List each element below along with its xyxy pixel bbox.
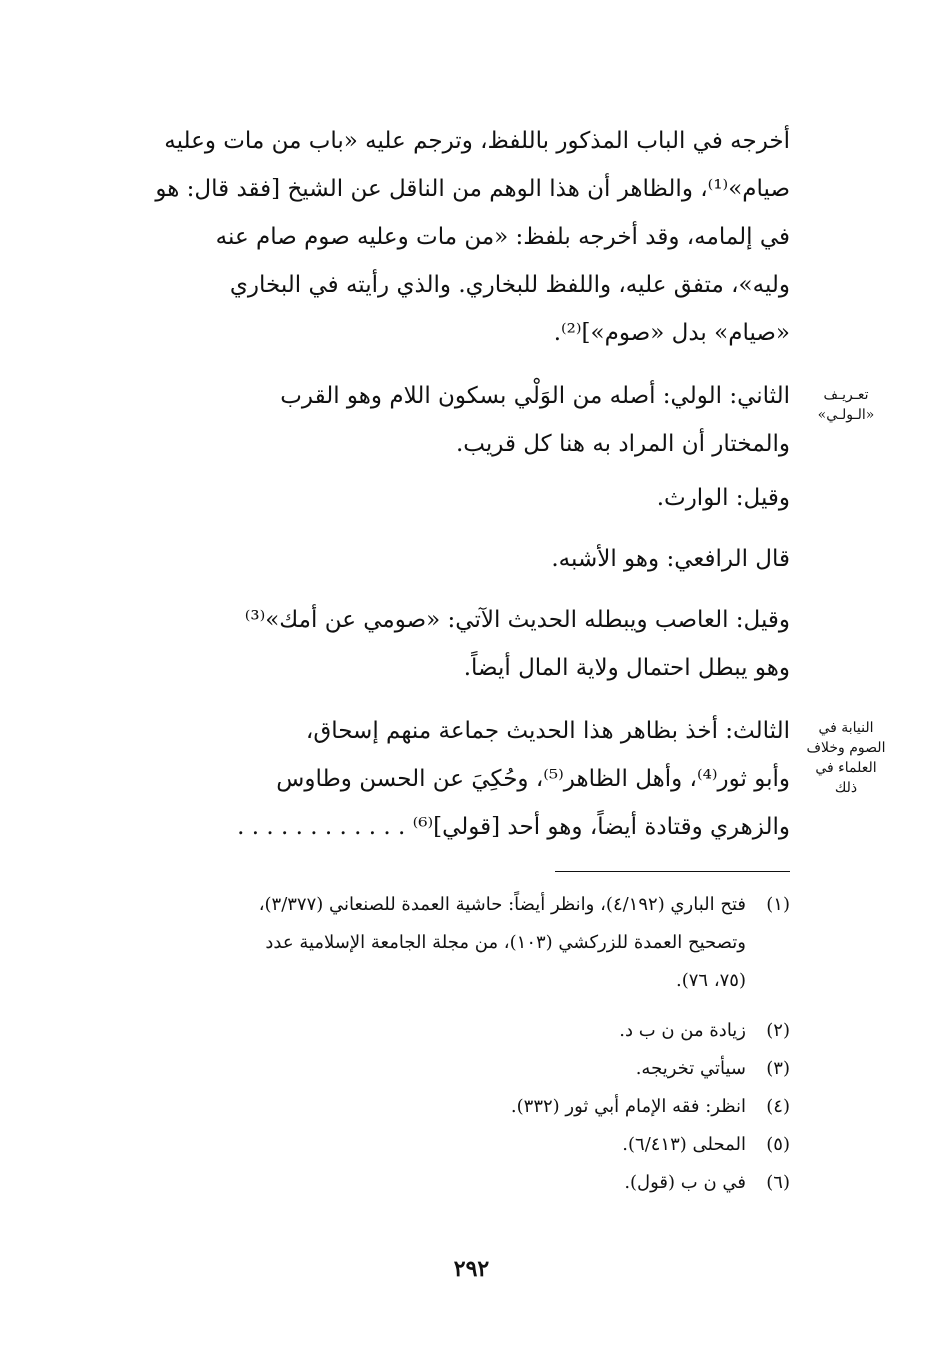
paragraph-2 xyxy=(115,372,790,468)
footnote-2 xyxy=(115,1012,790,1050)
margin-note-line: «الـولـي» xyxy=(817,407,875,423)
margin-note-line: العلماء في xyxy=(815,760,877,776)
footnote-number: (٥) xyxy=(766,1134,790,1155)
footnote-text: (٧٥، ٧٦). xyxy=(676,970,746,991)
margin-note-line: ذلك xyxy=(834,780,858,796)
margin-note-line: النيابة في xyxy=(818,720,874,736)
continuation-dots: . . . . . . . . . . . . xyxy=(237,814,406,840)
text-line: الثاني: الولي: أصله من الوَلْي بسكون اللام وهو القرب xyxy=(280,383,790,409)
footnote-1 xyxy=(115,886,790,924)
text-line: صيام»⁽¹⁾، والظاهر أن هذا الوهم من الناقل عن الشيخ [فقد قال: هو xyxy=(155,176,790,202)
footnote-number: (٢) xyxy=(766,1020,790,1041)
footnote-text: فتح الباري (٤/١٩٢)، وانظر أيضاً: حاشية العمدة للصنعاني (٣/٣٧٧)، xyxy=(258,894,746,915)
paragraph-4 xyxy=(115,535,790,583)
text-line: وليه»، متفق عليه، واللفظ للبخاري. والذي رأيته في البخاري xyxy=(229,272,790,298)
footnote-text: انظر: فقه الإمام أبي ثور (٣٣٢). xyxy=(510,1096,746,1117)
paragraph-6 xyxy=(115,707,790,851)
footnote-text: وتصحيح العمدة للزركشي (١٠٣)، من مجلة الجامعة الإسلامية عدد xyxy=(265,932,746,953)
footnote-number: (١) xyxy=(766,894,790,915)
footnote-5 xyxy=(115,1126,790,1164)
text-line: وقيل: العاصب ويبطله الحديث الآتي: «صومي عن أمك»⁽³⁾ xyxy=(244,607,790,633)
paragraph-1 xyxy=(115,117,790,357)
paragraph-5 xyxy=(115,596,790,692)
text-line: وقيل: الوارث. xyxy=(656,485,790,511)
text-line: والمختار أن المراد به هنا كل قريب. xyxy=(455,431,790,457)
text-line xyxy=(115,803,790,851)
margin-note-line: تعـريـف xyxy=(823,387,869,403)
paragraph-3 xyxy=(115,474,790,522)
footnote-6 xyxy=(115,1164,790,1202)
text-line: «صيام» بدل «صوم»]⁽²⁾. xyxy=(553,320,790,346)
footnote-number: (٤) xyxy=(766,1096,790,1117)
footnote-text: المحلى (٦/٤١٣). xyxy=(622,1134,746,1155)
footnote-number: (٦) xyxy=(766,1172,790,1193)
footnote-number: (٣) xyxy=(766,1058,790,1079)
text-line: أخرجه في الباب المذكور باللفظ، وترجم عليه «باب من مات وعليه xyxy=(164,128,790,154)
footnote-separator xyxy=(555,871,790,872)
footnote-text: زيادة من ن ب د. xyxy=(619,1020,746,1041)
footnote-3 xyxy=(115,1050,790,1088)
margin-note-wali-definition xyxy=(796,385,896,425)
text-line: الثالث: أخذ بظاهر هذا الحديث جماعة منهم إسحاق، xyxy=(305,718,790,744)
text-line: قال الرافعي: وهو الأشبه. xyxy=(551,546,790,572)
text-line: في إلمامه، وقد أخرجه بلفظ: «من مات وعليه صوم صام عنه xyxy=(215,224,790,250)
text-line-content: والزهري وقتادة أيضاً، وهو أحد [قولي]⁽⁶⁾ xyxy=(412,814,790,840)
margin-note-line: الصوم وخلاف xyxy=(806,740,886,756)
text-line: وهو يبطل احتمال ولاية المال أيضاً. xyxy=(463,655,790,681)
footnote-text: سيأتي تخريجه. xyxy=(635,1058,746,1079)
margin-note-fasting-proxy xyxy=(796,718,896,798)
text-line: وأبو ثور⁽⁴⁾، وأهل الظاهر⁽⁵⁾، وحُكِيَ عن الحسن وطاوس xyxy=(276,766,790,792)
page-number: ٢٩٢ xyxy=(453,1256,490,1282)
footnote-text: في ن ب (قول). xyxy=(624,1172,746,1193)
footnote-4 xyxy=(115,1088,790,1126)
footnotes xyxy=(115,886,790,1202)
